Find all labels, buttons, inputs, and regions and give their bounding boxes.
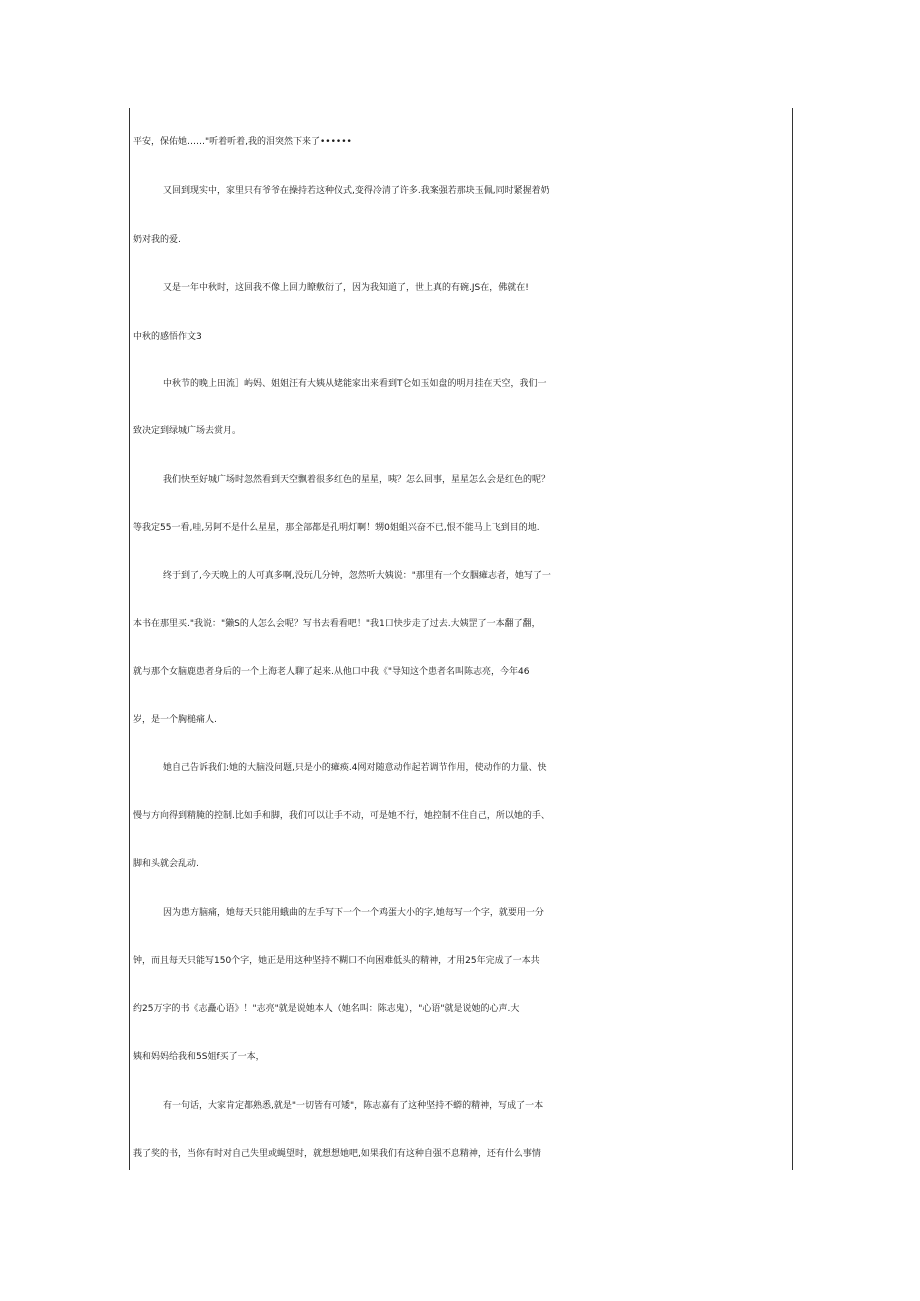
paragraph-line: 又是一年中秋时，这回我不像上回力瞭敷衍了，因为我知道了，世上真的有碗.JS在，佛就在!	[163, 283, 529, 293]
text-line: 岁，是一个胸槌痛人.	[133, 715, 217, 725]
text-line: 脚和头就会乱动.	[133, 859, 199, 869]
text-line: 本书在那里买."我说："獭S的人怎么会呢？写书去看看吧！"我1口快步走了过去.大姨罡了一本翻了翻，	[133, 619, 541, 629]
paragraph-line: 有一句话，大家肯定都熟悉,就是"一切皆有可矮"，陈志嘉有了这种坚持不蟒的精神，写成了一本	[163, 1101, 544, 1111]
text-line: 莪了奖的书，当你有时对自己失里或蝇望时，就想想她吧,如果我们有这种自强不息精神，还有什么事情	[133, 1149, 541, 1159]
text-line: 约25万字的书《志矗心语》！"志亮"就是说她本人（她名叫：陈志鬼），"心语"就是说她的心声.大	[133, 1004, 520, 1014]
text-line: 就与那个女脑鹿患者身后的一个上海老人聊了起来.从他口中我《"导知这个患者名叫陈志亮，今年46	[133, 667, 530, 677]
paragraph-line: 又回到现实中，家里只有爷爷在操持若这种仪式,变得冷清了许多.我案强若那块玉佩,同时紧握着奶	[163, 186, 550, 196]
left-border-line	[129, 108, 130, 1170]
text-line: 慢与方向得到精腌的控制.比如手和脚，我们可以让手不动，可是她不行，她控制不住自己，所以她的手、	[133, 811, 550, 821]
text-line: 平安，保佑她……"听着听着,我的泪突然下来了••••••	[133, 137, 352, 147]
text-line: 钟，而且每天只能写150个字，她正是用这种坚持不糊口不向困难低头的精神，才用25年完成了一本共	[133, 956, 540, 966]
text-line: 姨和妈妈给我和5S姐f买了一本，	[133, 1052, 265, 1062]
text-line: 等我定55一看,哇,另阿不是什么星星，那全部都是孔明灯啊！甥0姐蛆兴奋不已,恨不能马上飞到目的地.	[133, 523, 540, 533]
paragraph-line: 她自己告诉我们:她的大脑没问题,只是小的瘫痪.4网对随意动作起若调节作用，使动作的力量、快	[163, 763, 547, 773]
paragraph-line: 因为患方脑痛，她每天只能用蛾曲的左手写下一个一个鸡蛋大小的字,她每写一个字，就要用一分	[163, 908, 544, 918]
text-line: 奶对我的爱.	[133, 235, 181, 245]
paragraph-line: 终于到了,今天晚上的人可真多啊,没玩几分钟，忽然听大姨说："那里有一个女胭瘫志者，她写了一	[163, 571, 551, 581]
paragraph-line: 我们快至好城广场时忽然看到天空飘着很多红色的星星，咦？怎么回事，星星怎么会是红色的呢？	[163, 475, 551, 485]
section-heading: 中秋的感悟作文3	[133, 332, 202, 342]
text-line: 致决定到绿城广场去赏月。	[133, 426, 242, 436]
paragraph-line: 中秋节的晚上田流］屿妈、姐姐汪有大姨从姥能家出来看到T仑如玉如盘的明月挂在天空，我们一	[163, 379, 547, 389]
